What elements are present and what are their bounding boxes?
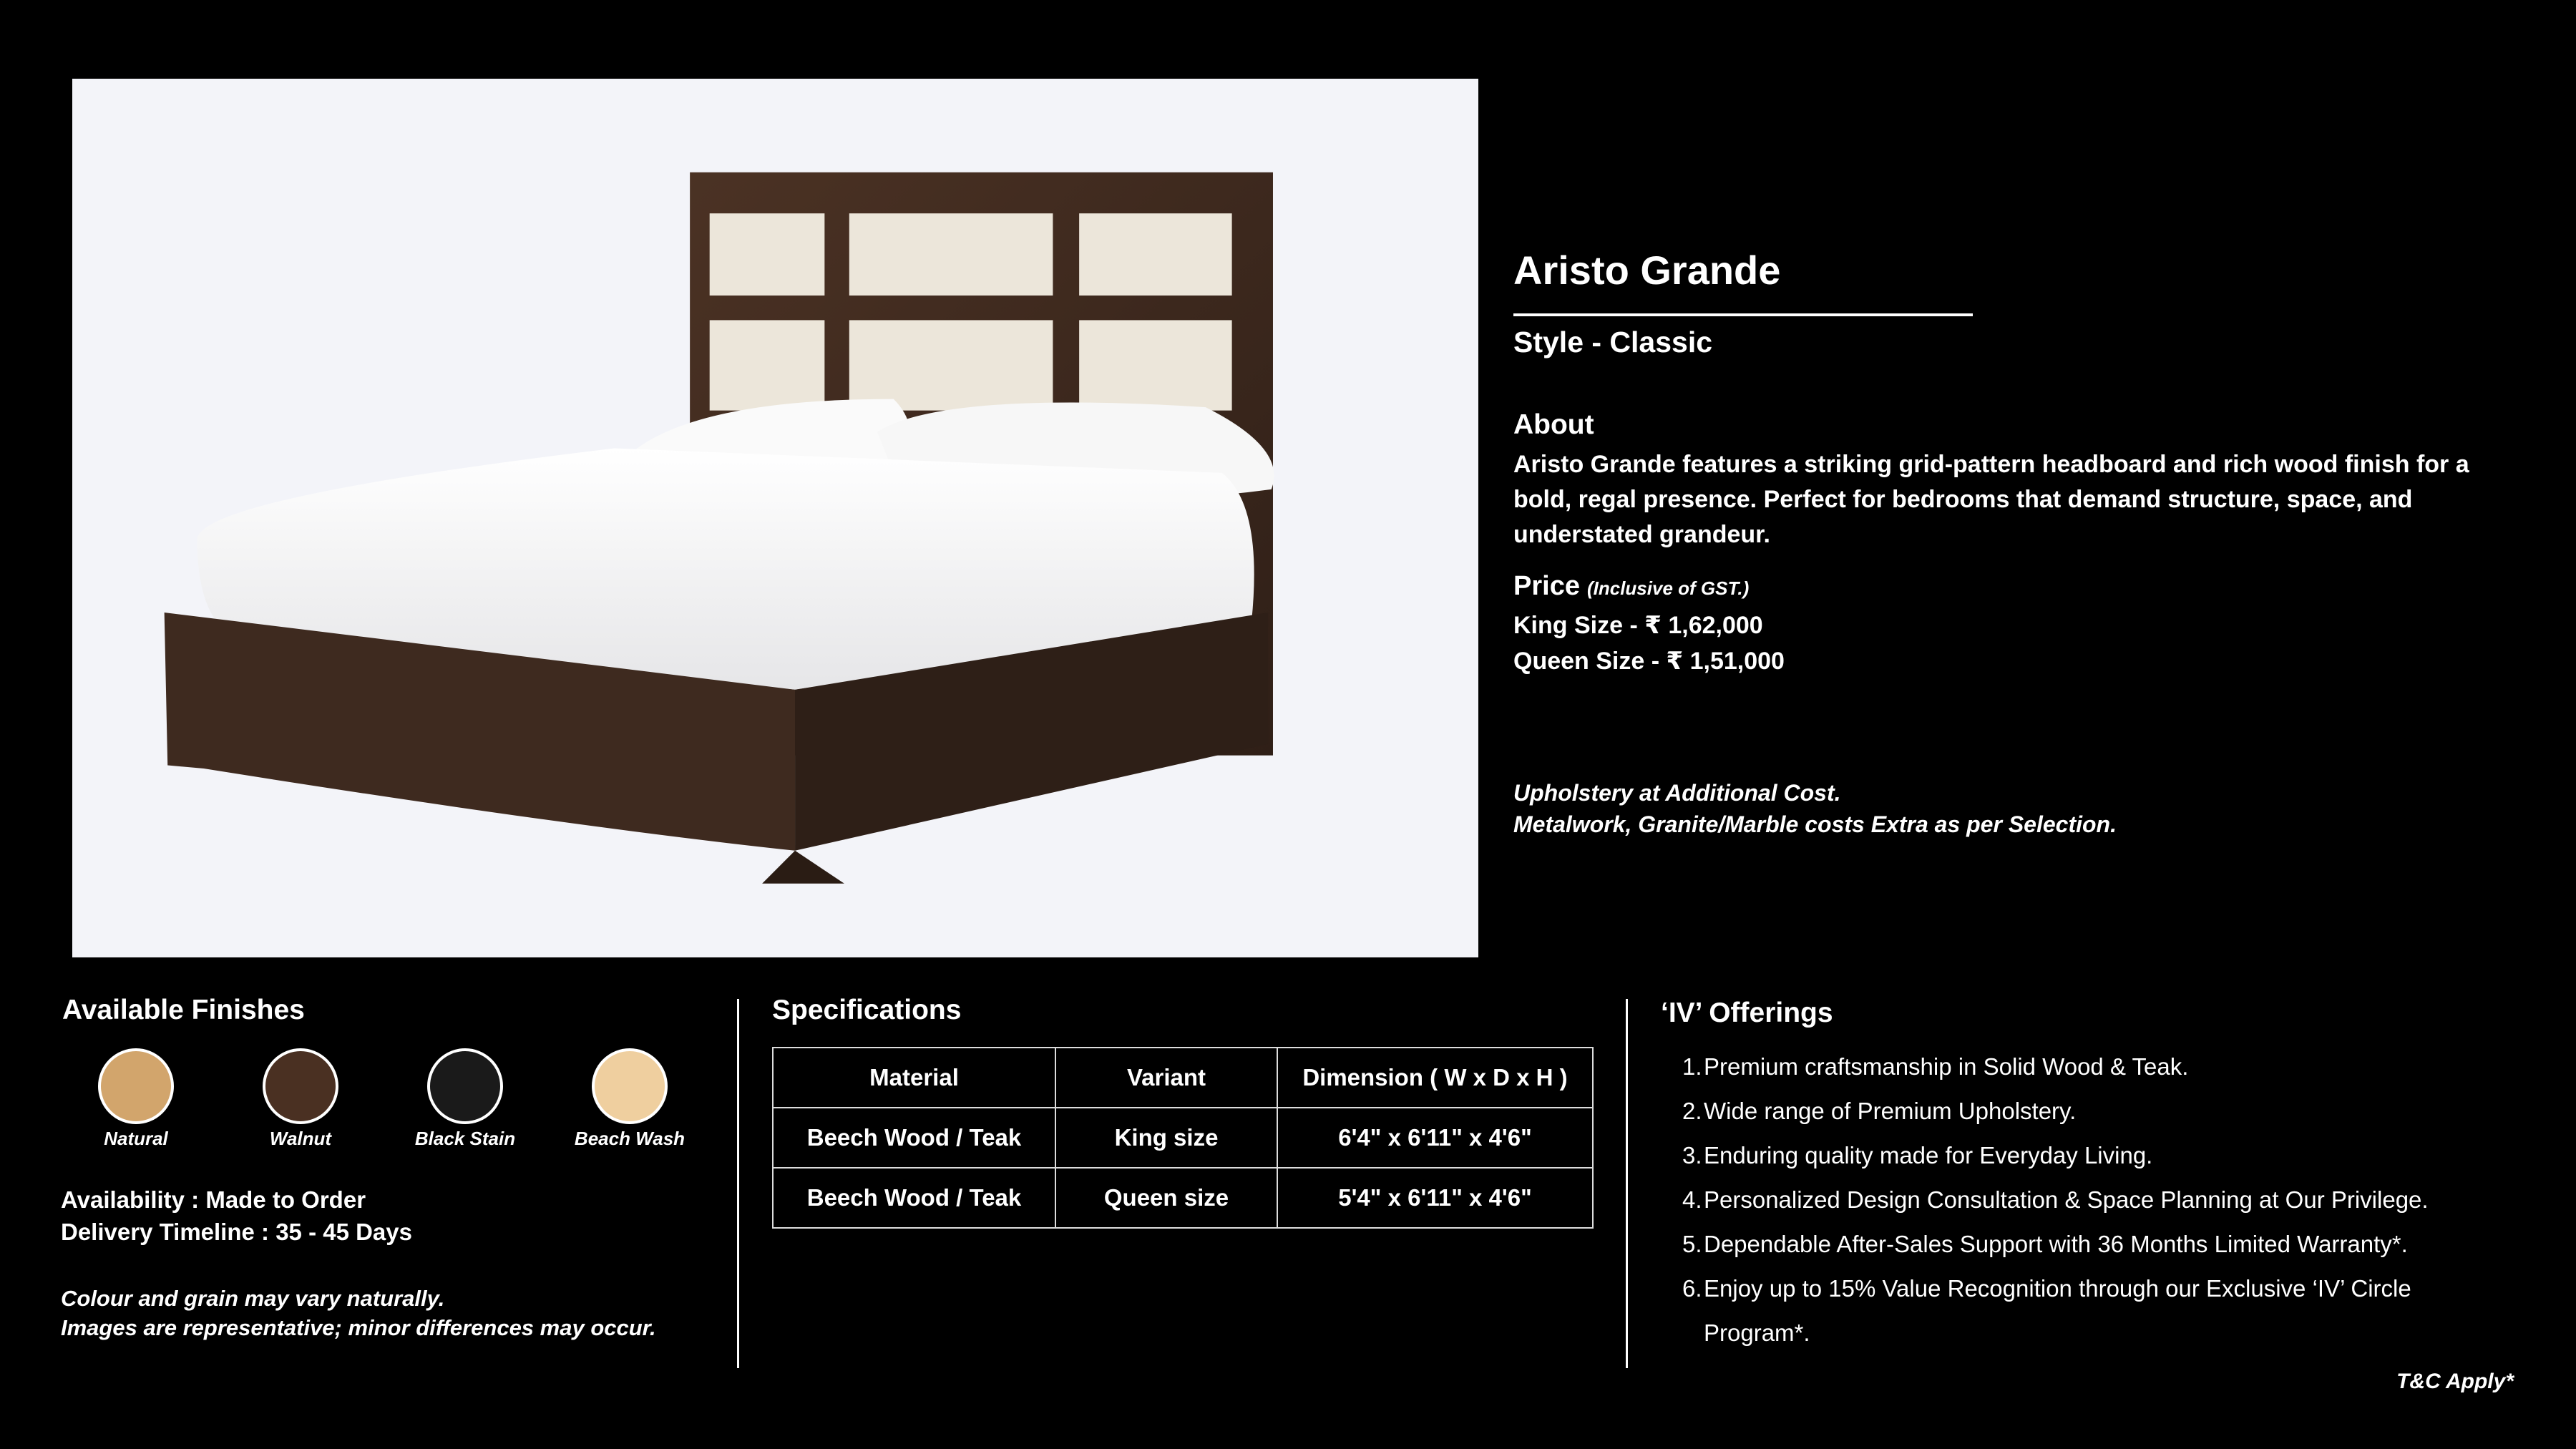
section-divider xyxy=(1626,999,1628,1368)
table-cell: Queen size xyxy=(1055,1168,1277,1228)
finish-label: Walnut xyxy=(269,1128,332,1149)
item-text: Wide range of Premium Upholstery. xyxy=(1704,1098,2077,1124)
item-text: Personalized Design Consultation & Space Planning at Our Privilege. xyxy=(1704,1186,2429,1213)
image-disclaimer: Images are representative; minor differences may occur. xyxy=(61,1315,656,1340)
price-note: (Inclusive of GST.) xyxy=(1586,577,1750,599)
list-item xyxy=(1682,1222,2562,1267)
colour-disclaimer: Colour and grain may vary naturally. xyxy=(61,1286,445,1311)
list-item xyxy=(1682,1178,2562,1222)
list-item xyxy=(1682,1267,2562,1355)
item-number: 6. xyxy=(1682,1275,1702,1302)
finish-swatch-walnut[interactable] xyxy=(263,1048,338,1124)
column-header: Dimension ( W x D x H ) xyxy=(1277,1048,1593,1108)
item-text: Enjoy up to 15% Value Recognition through our Exclusive ‘IV’ Circle Program*. xyxy=(1704,1275,2411,1346)
specifications-table xyxy=(772,1047,1594,1229)
list-item xyxy=(1682,1089,2562,1133)
table-cell: 6'4" x 6'11" x 4'6" xyxy=(1277,1108,1593,1168)
offerings-heading: ‘IV’ Offerings xyxy=(1661,997,1833,1028)
item-number: 2. xyxy=(1682,1098,1702,1124)
terms-apply: T&C Apply* xyxy=(2396,1370,2514,1393)
list-item xyxy=(1682,1133,2562,1178)
offerings-list xyxy=(1682,1045,2562,1355)
product-image xyxy=(72,79,1478,957)
finish-label: Black Stain xyxy=(414,1128,516,1149)
upholstery-note: Upholstery at Additional Cost. xyxy=(1513,780,1841,806)
table-cell: Beech Wood / Teak xyxy=(773,1168,1055,1228)
availability: Availability : Made to Order xyxy=(61,1186,366,1213)
finish-swatch-black-stain[interactable] xyxy=(427,1048,503,1124)
table-row xyxy=(773,1168,1593,1228)
king-price: King Size - ₹ 1,62,000 xyxy=(1513,612,1763,639)
price-heading xyxy=(1513,571,1749,602)
product-title: Aristo Grande xyxy=(1513,248,1781,293)
table-cell: Beech Wood / Teak xyxy=(773,1108,1055,1168)
product-style: Style - Classic xyxy=(1513,326,1713,358)
about-text: Aristo Grande features a striking grid-pattern headboard and rich wood finish for a bold, regal presence. Perfect for bedrooms that demand structure, space, and understated grandeur. xyxy=(1513,451,2469,548)
table-header-row xyxy=(773,1048,1593,1108)
item-number: 3. xyxy=(1682,1142,1702,1169)
delivery-timeline: Delivery Timeline : 35 - 45 Days xyxy=(61,1219,412,1245)
item-number: 4. xyxy=(1682,1186,1702,1213)
about-heading: About xyxy=(1513,409,1594,440)
price-label: Price xyxy=(1513,571,1580,601)
item-text: Premium craftsmanship in Solid Wood & Teak. xyxy=(1704,1053,2189,1080)
table-cell: King size xyxy=(1055,1108,1277,1168)
item-number: 5. xyxy=(1682,1231,1702,1257)
bed-illustration xyxy=(72,79,1478,957)
finish-swatch-natural[interactable] xyxy=(98,1048,174,1124)
table-cell: 5'4" x 6'11" x 4'6" xyxy=(1277,1168,1593,1228)
finishes-heading: Available Finishes xyxy=(62,995,305,1025)
queen-price: Queen Size - ₹ 1,51,000 xyxy=(1513,648,1785,675)
item-text: Enduring quality made for Everyday Living. xyxy=(1704,1142,2153,1169)
extras-note: Metalwork, Granite/Marble costs Extra as per Selection. xyxy=(1513,811,2117,837)
list-item xyxy=(1682,1045,2562,1089)
column-header: Variant xyxy=(1055,1048,1277,1108)
table-row xyxy=(773,1108,1593,1168)
finish-label: Beach Wash xyxy=(574,1128,686,1149)
column-header: Material xyxy=(773,1048,1055,1108)
item-number: 1. xyxy=(1682,1053,1702,1080)
section-divider xyxy=(737,999,739,1368)
finish-label: Natural xyxy=(104,1128,168,1149)
finish-swatch-beach-wash[interactable] xyxy=(592,1048,668,1124)
item-text: Dependable After-Sales Support with 36 Months Limited Warranty*. xyxy=(1704,1231,2408,1257)
title-divider xyxy=(1513,313,1973,316)
specifications-heading: Specifications xyxy=(772,995,962,1025)
